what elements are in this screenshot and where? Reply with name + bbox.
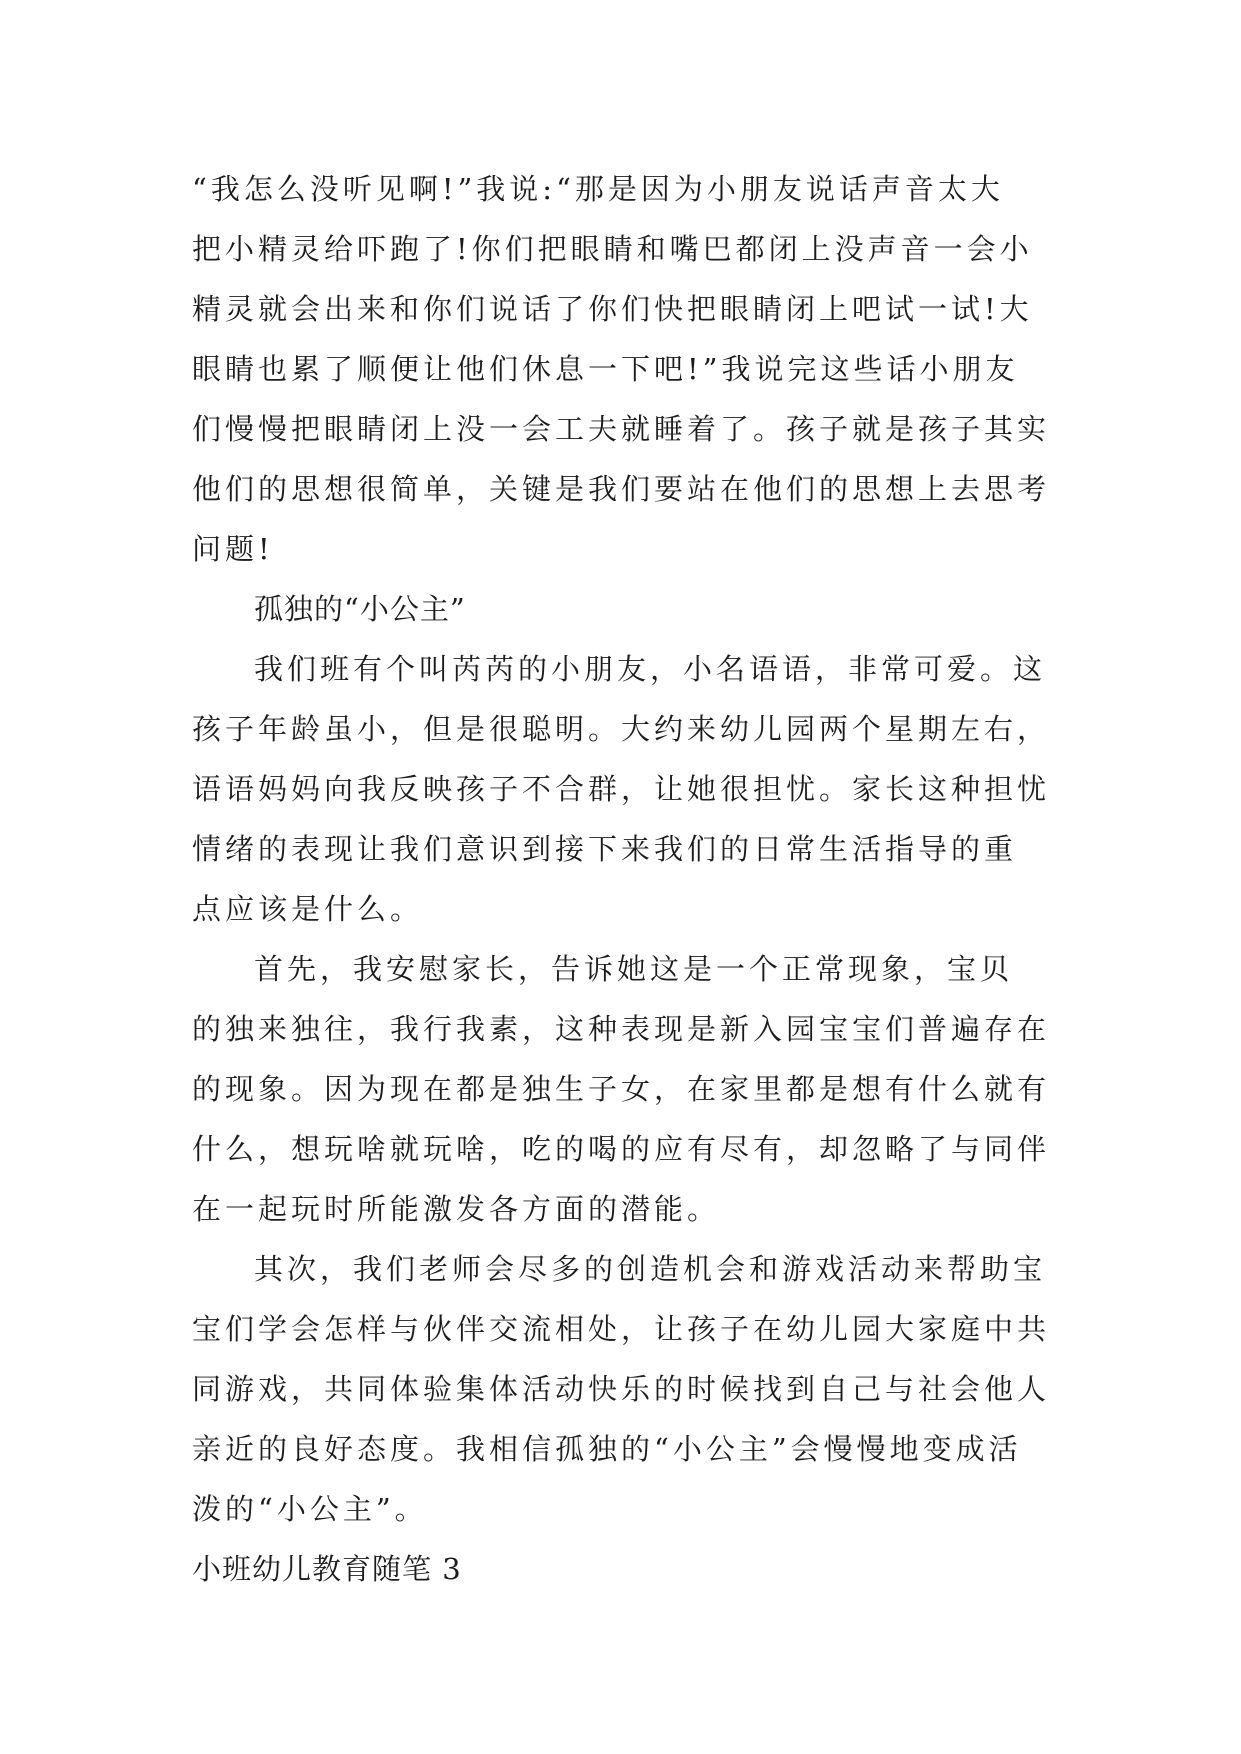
text-line: 的独来独往，我行我素，这种表现是新入园宝宝们普遍存在 [192,1012,1051,1046]
text-line: 亲近的良好态度。我相信孤独的“小公主”会慢慢地变成活 [192,1432,1022,1466]
paragraph-first [192,939,1052,1239]
text-line: 的现象。因为现在都是独生子女，在家里都是想有什么就有 [192,1072,1051,1106]
text-line: 什么，想玩啥就玩啥，吃的喝的应有尽有，却忽略了与同伴 [192,1132,1051,1166]
text-line: 眼睛也累了顺便让他们休息一下吧!”我说完这些话小朋友 [192,352,1019,386]
text-line: 把小精灵给吓跑了!你们把眼睛和嘴巴都闭上没声音一会小 [192,232,1033,266]
text-line: 孩子年龄虽小，但是很聪明。大约来幼儿园两个星期左右， [192,712,1051,746]
text-line: 他们的思想很简单，关键是我们要站在他们的思想上去思考 [192,472,1051,506]
text-line: 其次，我们老师会尽多的创造机会和游戏活动来帮助宝 [254,1252,1047,1286]
text-line: 首先，我安慰家长，告诉她这是一个正常现象，宝贝 [254,952,1014,986]
text-line: 宝们学会怎样与伙伴交流相处，让孩子在幼儿园大家庭中共 [192,1312,1051,1346]
text-line: 同游戏，共同体验集体活动快乐的时候找到自己与社会他人 [192,1372,1051,1406]
text-line: 问题! [192,532,274,566]
paragraph-intro [192,639,1052,939]
text-line: 们慢慢把眼睛闭上没一会工夫就睡着了。孩子就是孩子其实 [192,412,1051,446]
text-line: 精灵就会出来和你们说话了你们快把眼睛闭上吧试一试!大 [192,292,1033,326]
paragraph-second [192,1239,1052,1539]
section-heading-text: 小班幼儿教育随笔 3 [192,1552,462,1586]
document-body [192,159,1052,1599]
text-line: “我怎么没听见啊!”我说:“那是因为小朋友说话声音太大 [192,172,1004,206]
paragraph-continued [192,159,1052,579]
text-line: 我们班有个叫芮芮的小朋友，小名语语，非常可爱。这 [254,652,1047,686]
text-line: 在一起玩时所能激发各方面的潜能。 [192,1192,721,1226]
text-line: 点应该是什么。 [192,892,424,926]
story-title [192,579,1052,639]
story-title-text: 孤独的“小公主” [254,592,466,626]
text-line: 泼的“小公主”。 [192,1492,428,1526]
section-heading [192,1539,1052,1599]
text-line: 语语妈妈向我反映孩子不合群，让她很担忧。家长这种担忧 [192,772,1051,806]
text-line: 情绪的表现让我们意识到接下来我们的日常生活指导的重 [192,832,1018,866]
